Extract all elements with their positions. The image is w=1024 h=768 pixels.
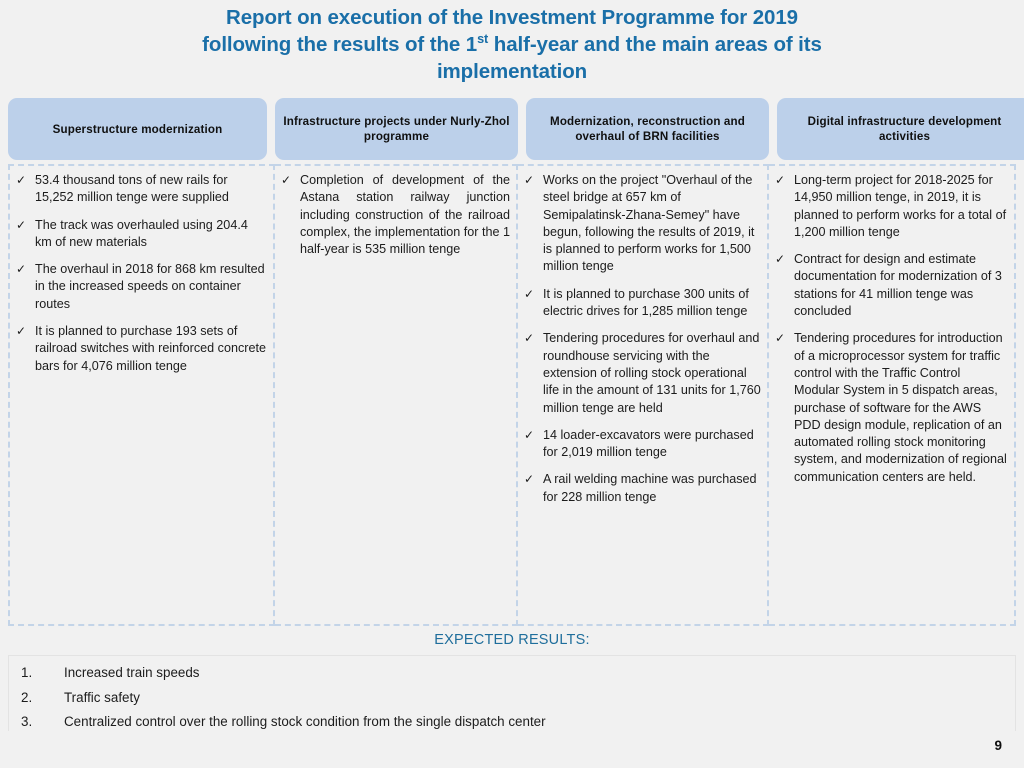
list-item-text: Traffic safety [64, 689, 140, 705]
list-item [9, 686, 1015, 711]
check-icon: ✓ [775, 173, 786, 187]
check-icon: ✓ [16, 173, 27, 187]
check-icon: ✓ [524, 427, 535, 442]
check-icon: ✓ [775, 252, 786, 267]
check-icon: ✓ [775, 331, 786, 346]
list-item-text: Works on the project "Overhaul of the steel bridge at 657 km of Semipalatinsk-Zhana-Semey" have begun, following the results of 2019, it is planned to perform works for 1,500 million tenge [543, 173, 755, 274]
list-item-text: Tendering procedures for overhaul and roundhouse servicing with the extension of rolling stock operational life in the amount of 131 units for 1,760 million tenge are held [543, 331, 761, 415]
list-item-number: 1. [21, 665, 33, 680]
check-icon: ✓ [281, 173, 292, 187]
bullet-list-digital [773, 172, 1008, 486]
check-icon: ✓ [524, 331, 535, 346]
page-number: 9 [994, 738, 1002, 753]
column-header-superstructure: Superstructure modernization [8, 98, 267, 160]
expected-results-list [9, 661, 1015, 735]
title-line-3: implementation [436, 60, 588, 83]
column-body-infrastructure [275, 164, 518, 626]
list-item [14, 261, 267, 313]
check-icon: ✓ [524, 286, 535, 301]
title-line-2-pre: following the results of the 1 [202, 33, 478, 56]
bullet-list-modernization [522, 172, 761, 506]
list-item [522, 286, 761, 321]
ordinal-suffix: st [477, 31, 489, 47]
list-item-text: It is planned to purchase 193 sets of railroad switches with reinforced concrete bars for 4,076 million tenge [35, 324, 266, 373]
page-title [0, 4, 1024, 85]
check-icon: ✓ [16, 324, 27, 339]
list-item-text: Completion of development of the Astana station railway junction including construction of the railroad complex, the implementation for the 1 half-year is 535 million tenge [300, 173, 511, 257]
check-icon: ✓ [524, 472, 535, 487]
title-line-2 [40, 31, 984, 58]
list-item [9, 710, 1015, 735]
list-item-text: Long-term project for 2018-2025 for 14,950 million tenge, in 2019, it is planned to perform works for a total of 1,200 million tenge [794, 173, 1007, 239]
expected-results-box [8, 655, 1016, 731]
column-header-modernization: Modernization, reconstruction and overhaul of BRN facilities [526, 98, 769, 160]
list-item-text: A rail welding machine was purchased for 228 million tenge [543, 472, 757, 504]
check-icon: ✓ [524, 173, 535, 187]
column-header-row [8, 98, 1016, 160]
list-item-text: It is planned to purchase 300 units of electric drives for 1,285 million tenge [543, 286, 749, 319]
list-item-text: 53.4 thousand tons of new rails for 15,252 million tenge were supplied [35, 173, 229, 205]
column-header-infrastructure: Infrastructure projects under Nurly-Zhol programme [275, 98, 518, 160]
list-item-text: The overhaul in 2018 for 868 km resulted in the increased speeds on container routes [35, 262, 265, 311]
list-item-text: Contract for design and estimate documentation for modernization of 3 stations for 41 million tenge was concluded [794, 252, 1002, 319]
list-item [279, 172, 510, 258]
list-item-number: 2. [21, 689, 33, 705]
bullet-list-infrastructure [279, 172, 510, 258]
list-item [522, 471, 761, 506]
title-line-2-post: half-year and the main areas of its [488, 33, 822, 56]
check-icon: ✓ [16, 217, 27, 232]
list-item [773, 251, 1008, 320]
check-icon: ✓ [16, 262, 27, 277]
bullet-list-superstructure [14, 172, 267, 375]
list-item-text: 14 loader-excavators were purchased for 2,019 million tenge [543, 427, 754, 460]
list-item [522, 172, 761, 276]
list-item-text: Tendering procedures for introduction of a microprocessor system for traffic control with the Traffic Control Modular System in 5 dispatch areas, purchase of software for the AWS PDD design module, replication of an automated rolling stock monitoring system, and modernization of regional communication centers are held. [794, 331, 1007, 484]
list-item-text: The track was overhauled using 204.4 km of new materials [35, 217, 248, 249]
list-item-text: Increased train speeds [64, 665, 200, 680]
list-item [14, 172, 267, 207]
list-item [773, 330, 1008, 486]
list-item [14, 323, 267, 375]
list-item-number: 3. [21, 714, 33, 729]
list-item-text: Centralized control over the rolling stock condition from the single dispatch center [64, 714, 546, 729]
list-item [14, 217, 267, 252]
column-body-superstructure [8, 164, 275, 626]
column-body-row [8, 164, 1016, 626]
list-item [9, 661, 1015, 686]
title-line-1: Report on execution of the Investment Programme for 2019 [226, 6, 798, 29]
expected-results-title: EXPECTED RESULTS: [434, 632, 590, 648]
column-header-digital: Digital infrastructure development activities [777, 98, 1024, 160]
list-item [773, 172, 1008, 241]
list-item [522, 427, 761, 462]
list-item [522, 330, 761, 416]
column-body-digital [769, 164, 1016, 626]
column-body-modernization [518, 164, 769, 626]
